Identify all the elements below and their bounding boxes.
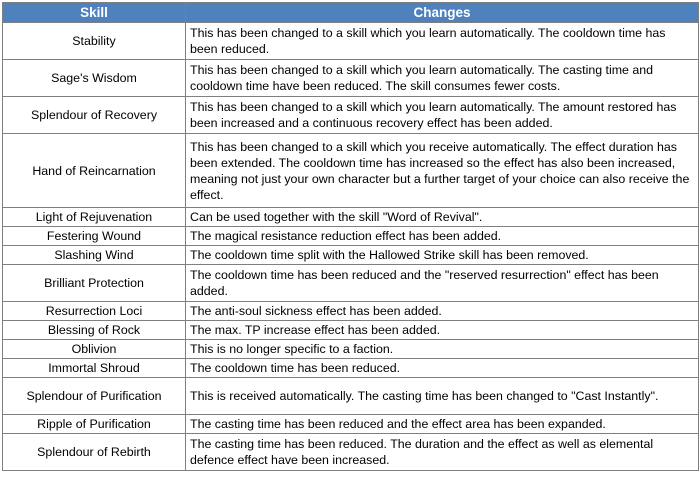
table-row <box>3 434 699 471</box>
skill-name-cell: Festering Wound <box>3 227 186 246</box>
change-description-cell: This is no longer specific to a faction. <box>186 340 699 359</box>
table-row <box>3 378 699 415</box>
skill-name-cell: Hand of Reincarnation <box>3 134 186 208</box>
table-row <box>3 23 699 60</box>
change-description-cell: The cooldown time split with the Hallowed Strike skill has been removed. <box>186 246 699 265</box>
change-description-cell: This has been changed to a skill which you receive automatically. The effect duration has been extended. The cooldown time has increased so the effect has also been increased, meaning not just your own character but a further target of your choice can also receive the effect. <box>186 134 699 208</box>
table-row <box>3 227 699 246</box>
skill-name-cell: Light of Rejuvenation <box>3 208 186 227</box>
change-description-cell: This has been changed to a skill which you learn automatically. The amount restored has been increased and a continuous recovery effect has been added. <box>186 97 699 134</box>
table-row <box>3 265 699 302</box>
change-description-cell: The magical resistance reduction effect has been added. <box>186 227 699 246</box>
skill-name-cell: Resurrection Loci <box>3 302 186 321</box>
skill-name-cell: Splendour of Purification <box>3 378 186 415</box>
skill-name-cell: Sage's Wisdom <box>3 60 186 97</box>
changes-column-header: Changes <box>186 3 699 23</box>
table-row <box>3 246 699 265</box>
change-description-cell: The cooldown time has been reduced. <box>186 359 699 378</box>
table-row <box>3 302 699 321</box>
change-description-cell: This is received automatically. The casting time has been changed to "Cast Instantly". <box>186 378 699 415</box>
table-header-row <box>3 3 699 23</box>
skill-name-cell: Slashing Wind <box>3 246 186 265</box>
change-description-cell: Can be used together with the skill "Word of Revival". <box>186 208 699 227</box>
change-description-cell: The anti-soul sickness effect has been added. <box>186 302 699 321</box>
table-row <box>3 134 699 208</box>
table-row <box>3 415 699 434</box>
skill-name-cell: Brilliant Protection <box>3 265 186 302</box>
skill-name-cell: Immortal Shroud <box>3 359 186 378</box>
change-description-cell: The cooldown time has been reduced and the "reserved resurrection" effect has been added. <box>186 265 699 302</box>
table-row <box>3 208 699 227</box>
table-row <box>3 60 699 97</box>
skill-name-cell: Splendour of Recovery <box>3 97 186 134</box>
table-row <box>3 97 699 134</box>
skills-changes-table <box>2 2 699 471</box>
change-description-cell: This has been changed to a skill which you learn automatically. The casting time and cooldown time have been reduced. The skill consumes fewer costs. <box>186 60 699 97</box>
table-row <box>3 359 699 378</box>
skill-name-cell: Splendour of Rebirth <box>3 434 186 471</box>
skill-name-cell: Ripple of Purification <box>3 415 186 434</box>
table-row <box>3 340 699 359</box>
skill-name-cell: Blessing of Rock <box>3 321 186 340</box>
change-description-cell: The casting time has been reduced. The duration and the effect as well as elemental defence effect have been increased. <box>186 434 699 471</box>
change-description-cell: This has been changed to a skill which you learn automatically. The cooldown time has been reduced. <box>186 23 699 60</box>
table-row <box>3 321 699 340</box>
skill-name-cell: Stability <box>3 23 186 60</box>
skill-column-header: Skill <box>3 3 186 23</box>
change-description-cell: The casting time has been reduced and the effect area has been expanded. <box>186 415 699 434</box>
skill-name-cell: Oblivion <box>3 340 186 359</box>
change-description-cell: The max. TP increase effect has been added. <box>186 321 699 340</box>
